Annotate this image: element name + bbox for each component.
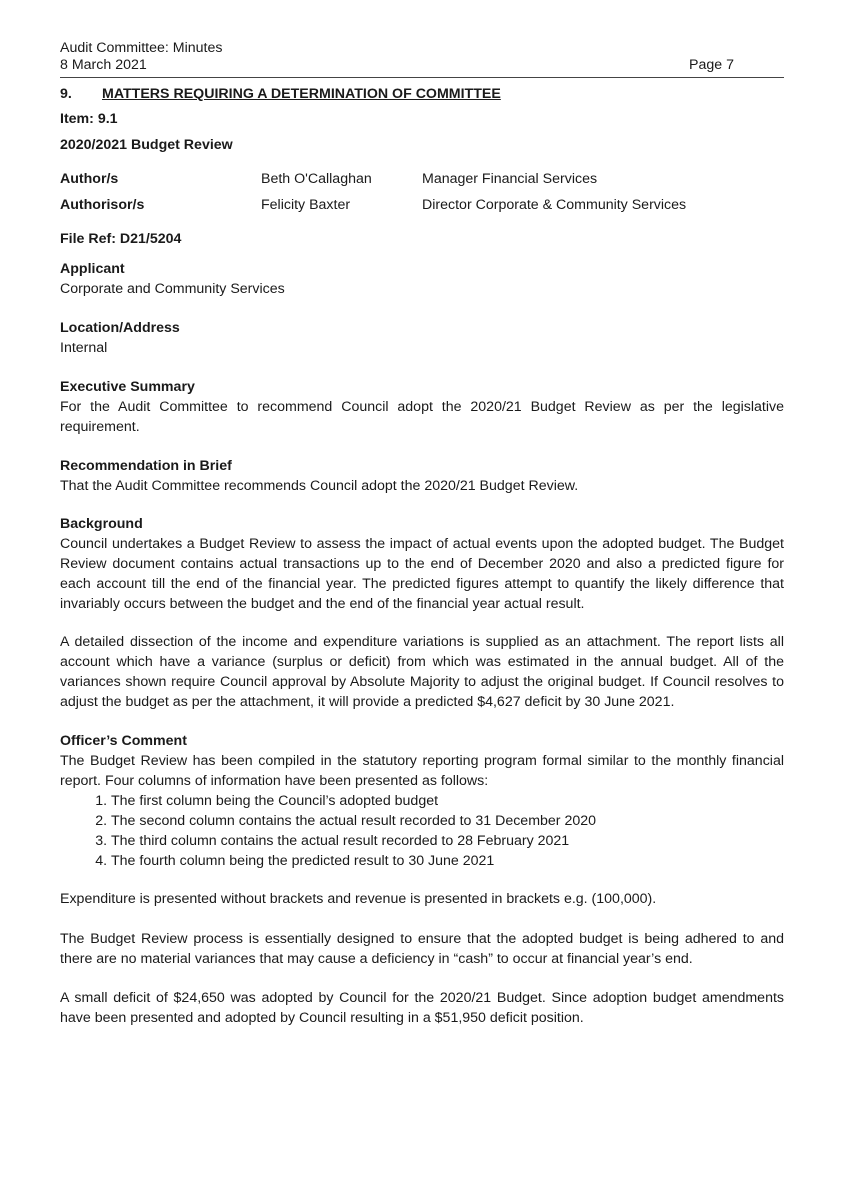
list-item: 4. The fourth column being the predicted result to 30 June 2021 — [111, 851, 784, 871]
executive-summary-text: For the Audit Committee to recommend Council adopt the 2020/21 Budget Review as per the legislative requirement. — [60, 399, 784, 435]
location-text: Internal — [60, 340, 108, 356]
header-title: Audit Committee: Minutes — [60, 40, 223, 56]
officers-comment-heading: Officer’s Comment — [60, 733, 187, 749]
recommendation-heading: Recommendation in Brief — [60, 458, 232, 474]
section-heading — [60, 86, 501, 102]
author-role: Author/s — [60, 171, 119, 187]
background-heading: Background — [60, 516, 143, 532]
process-paragraph: The Budget Review process is essentially designed to ensure that the adopted budget is being adhered to and there are no material variances that may cause a deficiency in “cash” to occur at financial year’s end. — [60, 931, 784, 967]
header-date: 8 March 2021 — [60, 57, 147, 73]
recommendation-text: That the Audit Committee recommends Council adopt the 2020/21 Budget Review. — [60, 478, 579, 494]
author-position: Manager Financial Services — [422, 171, 598, 187]
column-list — [60, 791, 784, 871]
authorisor-role: Authorisor/s — [60, 197, 145, 213]
authorisor-name: Felicity Baxter — [261, 197, 351, 213]
item-number: Item: 9.1 — [60, 111, 118, 127]
list-item: 3. The third column contains the actual result recorded to 28 February 2021 — [111, 831, 784, 851]
section-title: MATTERS REQUIRING A DETERMINATION OF COMMITTEE — [102, 86, 501, 102]
officers-comment-intro: The Budget Review has been compiled in the statutory reporting program formal similar to the monthly financial report. Four columns of information have been presented as follows: — [60, 753, 784, 789]
list-item: 2. The second column contains the actual result recorded to 31 December 2020 — [111, 811, 784, 831]
list-item: 1. The first column being the Council’s adopted budget — [111, 791, 784, 811]
expenditure-note: Expenditure is presented without brackets and revenue is presented in brackets e.g. (100,000). — [60, 891, 657, 907]
applicant-text: Corporate and Community Services — [60, 281, 285, 297]
executive-summary-heading: Executive Summary — [60, 379, 195, 395]
location-heading: Location/Address — [60, 320, 180, 336]
page-number: Page 7 — [689, 57, 734, 73]
section-number: 9. — [60, 86, 72, 102]
deficit-paragraph: A small deficit of $24,650 was adopted by Council for the 2020/21 Budget. Since adoption budget amendments have been presented and adopted by Council resulting in a $51,950 deficit position. — [60, 990, 784, 1026]
background-paragraph-2: A detailed dissection of the income and expenditure variations is supplied as an attachment. The report lists all account which have a variance (surplus or deficit) from which was estimated in the annual budget. All of the variances shown require Council approval by Absolute Majority to adjust the original budget. If Council resolves to adjust the budget as per the attachment, it will provide a predicted $4,627 deficit by 30 June 2021. — [60, 634, 784, 710]
file-ref: File Ref: D21/5204 — [60, 231, 182, 247]
item-title: 2020/2021 Budget Review — [60, 137, 233, 153]
background-paragraph-1: Council undertakes a Budget Review to assess the impact of actual events upon the adopted budget. The Budget Review document contains actual transactions up to the end of December 2020 and also a predicted figure for each account till the end of the financial year. The predicted figures attempt to quantify the likely difference that invariably occurs between the budget and the end of the financial year actual result. — [60, 536, 784, 612]
applicant-heading: Applicant — [60, 261, 125, 277]
authorisor-position: Director Corporate & Community Services — [422, 197, 687, 213]
page-header — [60, 40, 784, 78]
author-name: Beth O'Callaghan — [261, 171, 372, 187]
